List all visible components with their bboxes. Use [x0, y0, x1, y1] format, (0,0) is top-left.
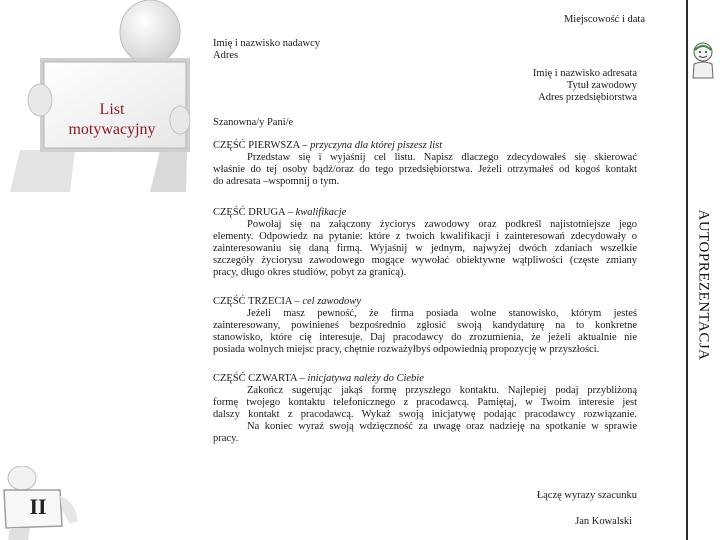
section-3-line: Jeżeli masz pewność, że firma posiada wolne stanowisko, którym jesteś — [247, 308, 637, 319]
section-2-heading — [213, 207, 346, 219]
section-2-line: elementy. Odpowiedz na pytanie: które z twoich kwalifikacji i zainteresowań zdecydowały o — [213, 231, 637, 242]
section-1-line: właśnie do tej osoby bądź/oraz do tego przedsiębiorstwa. Jeżeli otrzymałeś od kogoś kontakt — [213, 164, 637, 175]
section-2-line: zainteresowaniu się daną firmą. Wyjaśnij w jednym, najwyżej dwóch zdaniach wszelkie — [213, 243, 637, 254]
sign-line-2: motywacyjny — [68, 121, 156, 138]
side-title: AUTOPREZENTACJA — [695, 209, 712, 361]
section-3-label: CZĘŚĆ TRZECIA – — [213, 296, 303, 307]
section-4-heading — [213, 373, 424, 385]
section-3-line: stanowisko, które cię interesuje. Daj pracodawcy do zrozumienia, że jeżeli aktualnie nie — [213, 332, 637, 343]
closing: Łączę wyrazy szacunku — [536, 490, 637, 501]
section-2-line: pracy, długo okres studiów, pobyt za granicą). — [213, 267, 407, 278]
signature: Jan Kowalski — [575, 516, 632, 527]
section-2-subtitle: kwalifikacje — [295, 207, 347, 218]
section-1-heading — [213, 140, 442, 152]
recipient-name: Imię i nazwisko adresata — [532, 68, 637, 79]
slide-number: II — [29, 494, 47, 519]
section-3-heading — [213, 296, 361, 308]
place-date: Miejscowość i data — [563, 14, 645, 25]
section-1-line: do adresata –wspomnij o tym. — [213, 176, 340, 187]
section-3-line: posiada wolnych miejsc pracy, chętnie rozważyłbyś odpowiednią propozycję w przyszłości. — [213, 344, 600, 355]
section-4-subtitle: inicjatywa należy do Ciebie — [307, 373, 424, 384]
section-4-line: formę twojego kontaktu telefonicznego z pracodawcą. Pamiętaj, w Twoim interesie jest — [213, 397, 637, 408]
section-3-line: zainteresowany, powinieneś bezpośrednio zgłosić swoją kandydaturę na to konkretne — [213, 320, 637, 331]
section-1-subtitle: przyczyna dla której piszesz list — [310, 140, 443, 151]
section-1-line: Przedstaw się i wyjaśnij cel listu. Napisz dlaczego zdecydowałeś się skierować — [247, 152, 637, 163]
recipient-address: Adres przedsiębiorstwa — [538, 92, 637, 103]
sign-line-1: List — [99, 101, 125, 118]
section-2-line: szczegóły życiorysu zawodowego mogące wywołać obiektywne wątpliwości (częste zmiany — [213, 255, 637, 266]
section-2-line: Powołaj się na załączony życiorys zawodowy oraz podkreśl najistotniejsze jego — [247, 219, 637, 230]
section-4-line: Zakończ sugerując jakąś formę przyszłego kontaktu. Najlepiej podaj przybliżoną — [247, 385, 637, 396]
section-4-line: pracy. — [213, 433, 239, 444]
section-4-line: dalszy kontakt z pracodawcą. Wykaż swoją inicjatywę podając pracodawcy rozwiązanie. — [213, 409, 637, 420]
section-4-label: CZĘŚĆ CZWARTA – — [213, 373, 308, 384]
section-3-subtitle: cel zawodowy — [302, 296, 361, 307]
section-4-line: Na koniec wyraź swoją wdzięczność za uwagę oraz nadzieję na spotkanie w sprawie — [247, 421, 637, 432]
sender-address: Adres — [213, 50, 239, 61]
recipient-title: Tytuł zawodowy — [566, 80, 637, 91]
section-2-label: CZĘŚĆ DRUGA – — [213, 207, 296, 218]
sender-name: Imię i nazwisko nadawcy — [213, 38, 321, 49]
greeting: Szanowna/y Pani/e — [213, 117, 294, 128]
section-1-label: CZĘŚĆ PIERWSZA – — [213, 140, 311, 151]
